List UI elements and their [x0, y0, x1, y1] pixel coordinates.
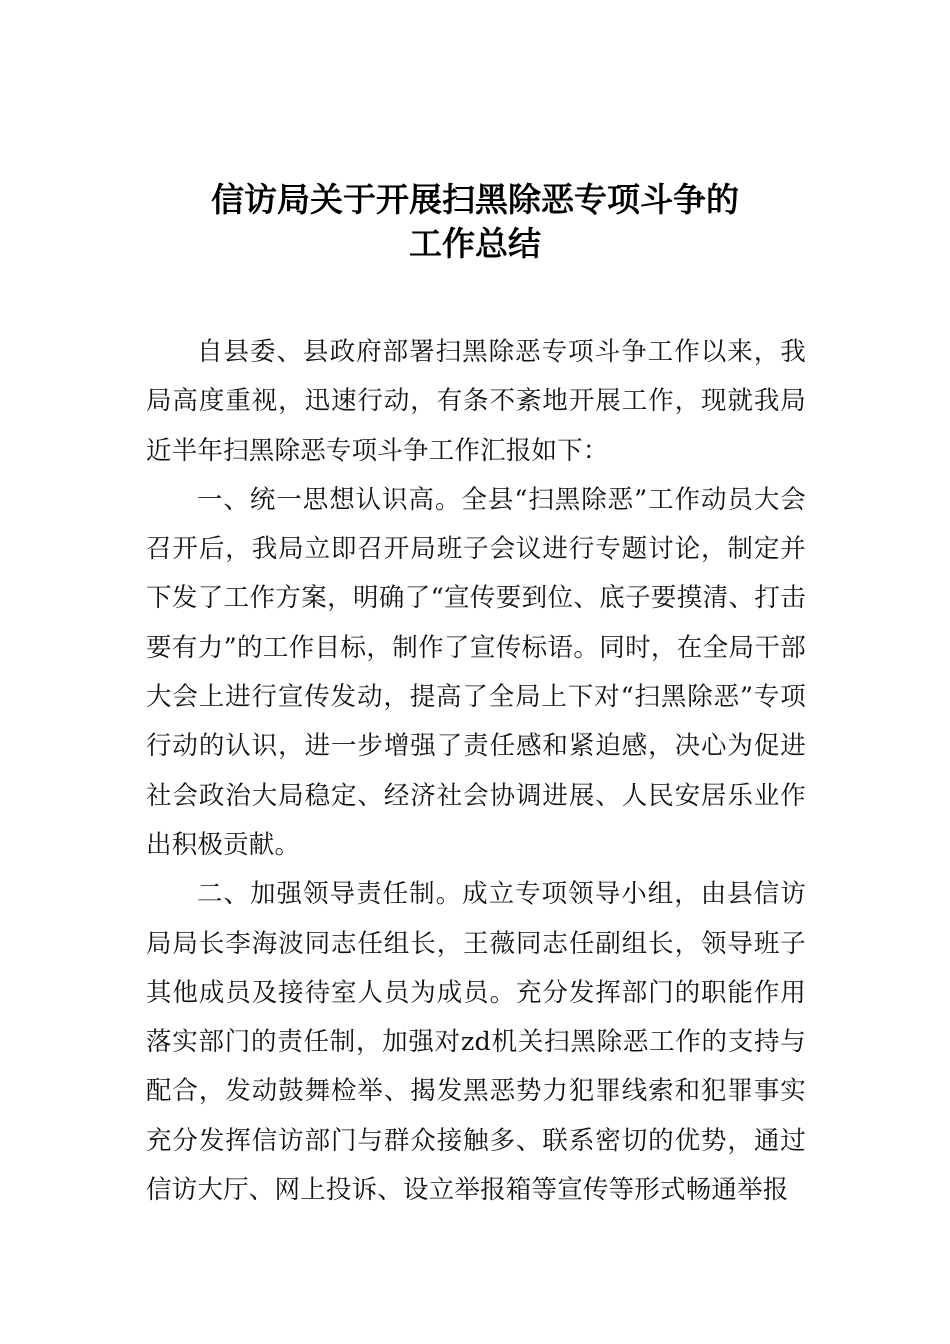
paragraph-section-2: 二、加强领导责任制。成立专项领导小组，由县信访局局长李海波同志任组长，王薇同志任副组长，领导班子其他成员及接待室人员为成员。充分发挥部门的职能作用落实部门的责任制，加强对zd机关扫黑除恶工作的支持与配合，发动鼓舞检举、揭发黑恶势力犯罪线索和犯罪事实充分发挥信访部门与群众接触多、联系密切的优势，通过信访大厅、网上投诉、设立举报箱等宣传等形式畅通举报 — [146, 879, 806, 1206]
document-body — [146, 328, 806, 1215]
title-line-2: 工作总结 — [409, 224, 541, 263]
title-line-1: 信访局关于开展扫黑除恶专项斗争的 — [211, 180, 739, 219]
paragraph-section-1: 一、统一思想认识高。全县“扫黑除恶”工作动员大会召开后，我局立即召开局班子会议进行专题讨论，制定并下发了工作方案，明确了“宣传要到位、底子要摸清、打击要有力”的工作目标，制作了宣传标语。同时，在全局干部大会上进行宣传发动，提高了全局上下对“扫黑除恶”专项行动的认识，进一步增强了责任感和紧迫感，决心为促进社会政治大局稳定、经济社会协调进展、人民安居乐业作出积极贡献。 — [146, 484, 806, 860]
document-title — [0, 178, 950, 266]
paragraph-intro: 自县委、县政府部署扫黑除恶专项斗争工作以来，我局高度重视，迅速行动，有条不紊地开展工作，现就我局近半年扫黑除恶专项斗争工作汇报如下： — [146, 337, 806, 466]
